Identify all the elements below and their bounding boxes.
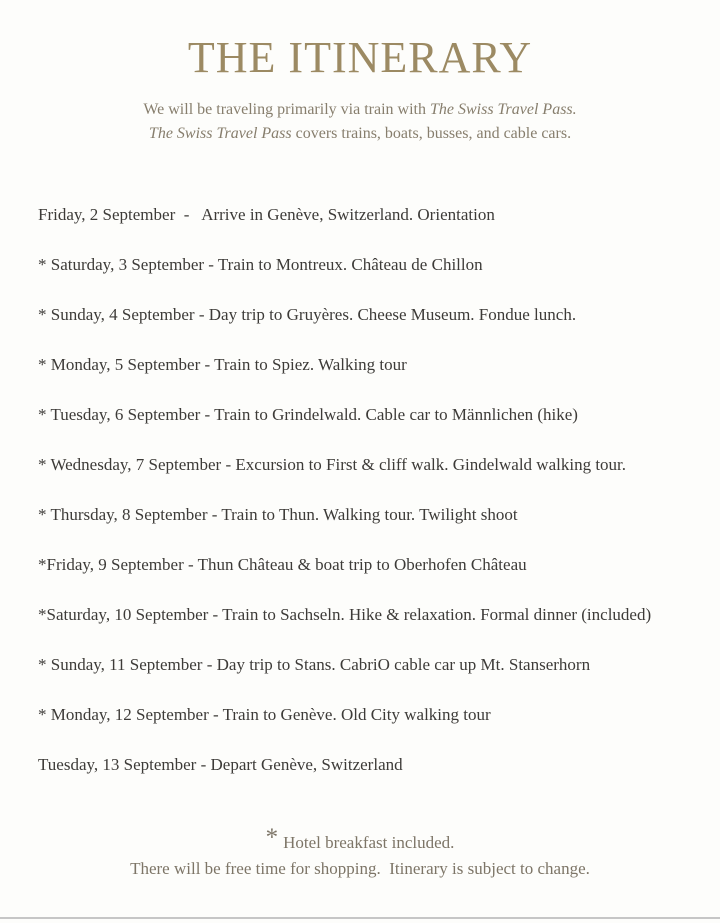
intro-line2-italic: The Swiss Travel Pass xyxy=(148,125,292,142)
itinerary-line-day1: Friday, 2 September - Arrive in Genève, Switzerland. Orientation xyxy=(38,205,495,224)
asterisk-icon: * xyxy=(265,824,279,851)
intro-line1-regular: We will be traveling primarily via train with xyxy=(143,101,430,118)
intro-line-2 xyxy=(0,122,720,146)
itinerary-line-day4: * Monday, 5 September - Train to Spiez. Walking tour xyxy=(38,355,407,374)
itinerary-list xyxy=(38,204,720,776)
itinerary-line-day12: Tuesday, 13 September - Depart Genève, Switzerland xyxy=(38,755,403,774)
intro-line-1 xyxy=(0,98,720,122)
itinerary-line-day5: * Tuesday, 6 September - Train to Grindelwald. Cable car to Männlichen (hike) xyxy=(38,405,578,424)
itinerary-line-day3: * Sunday, 4 September - Day trip to Gruyères. Cheese Museum. Fondue lunch. xyxy=(38,305,577,324)
itinerary-line-day6: * Wednesday, 7 September - Excursion to First & cliff walk. Gindelwald walking tour. xyxy=(38,455,627,474)
intro-line1-italic: The Swiss Travel Pass. xyxy=(429,101,577,118)
footnote-line-2: There will be free time for shopping. Itinerary is subject to change. xyxy=(130,859,590,878)
footnote-breakfast-text: Hotel breakfast included. xyxy=(283,833,455,852)
itinerary-line-day11: * Monday, 12 September - Train to Genève. Old City walking tour xyxy=(38,705,491,724)
page-title: THE ITINERARY xyxy=(187,33,533,82)
footnote xyxy=(0,824,720,882)
itinerary-line-day2: * Saturday, 3 September - Train to Montreux. Château de Chillon xyxy=(38,255,483,274)
intro-text xyxy=(0,98,720,146)
itinerary-line-day7: * Thursday, 8 September - Train to Thun. Walking tour. Twilight shoot xyxy=(38,505,518,524)
bottom-divider xyxy=(0,917,720,919)
itinerary-line-day8: *Friday, 9 September - Thun Château & boat trip to Oberhofen Château xyxy=(38,555,527,574)
itinerary-line-day9: *Saturday, 10 September - Train to Sachseln. Hike & relaxation. Formal dinner (included) xyxy=(38,605,652,624)
itinerary-line-day10: * Sunday, 11 September - Day trip to Stans. CabriO cable car up Mt. Stanserhorn xyxy=(38,655,591,674)
intro-line2-regular: covers trains, boats, busses, and cable cars. xyxy=(291,125,572,142)
footnote-line-1 xyxy=(0,824,720,856)
